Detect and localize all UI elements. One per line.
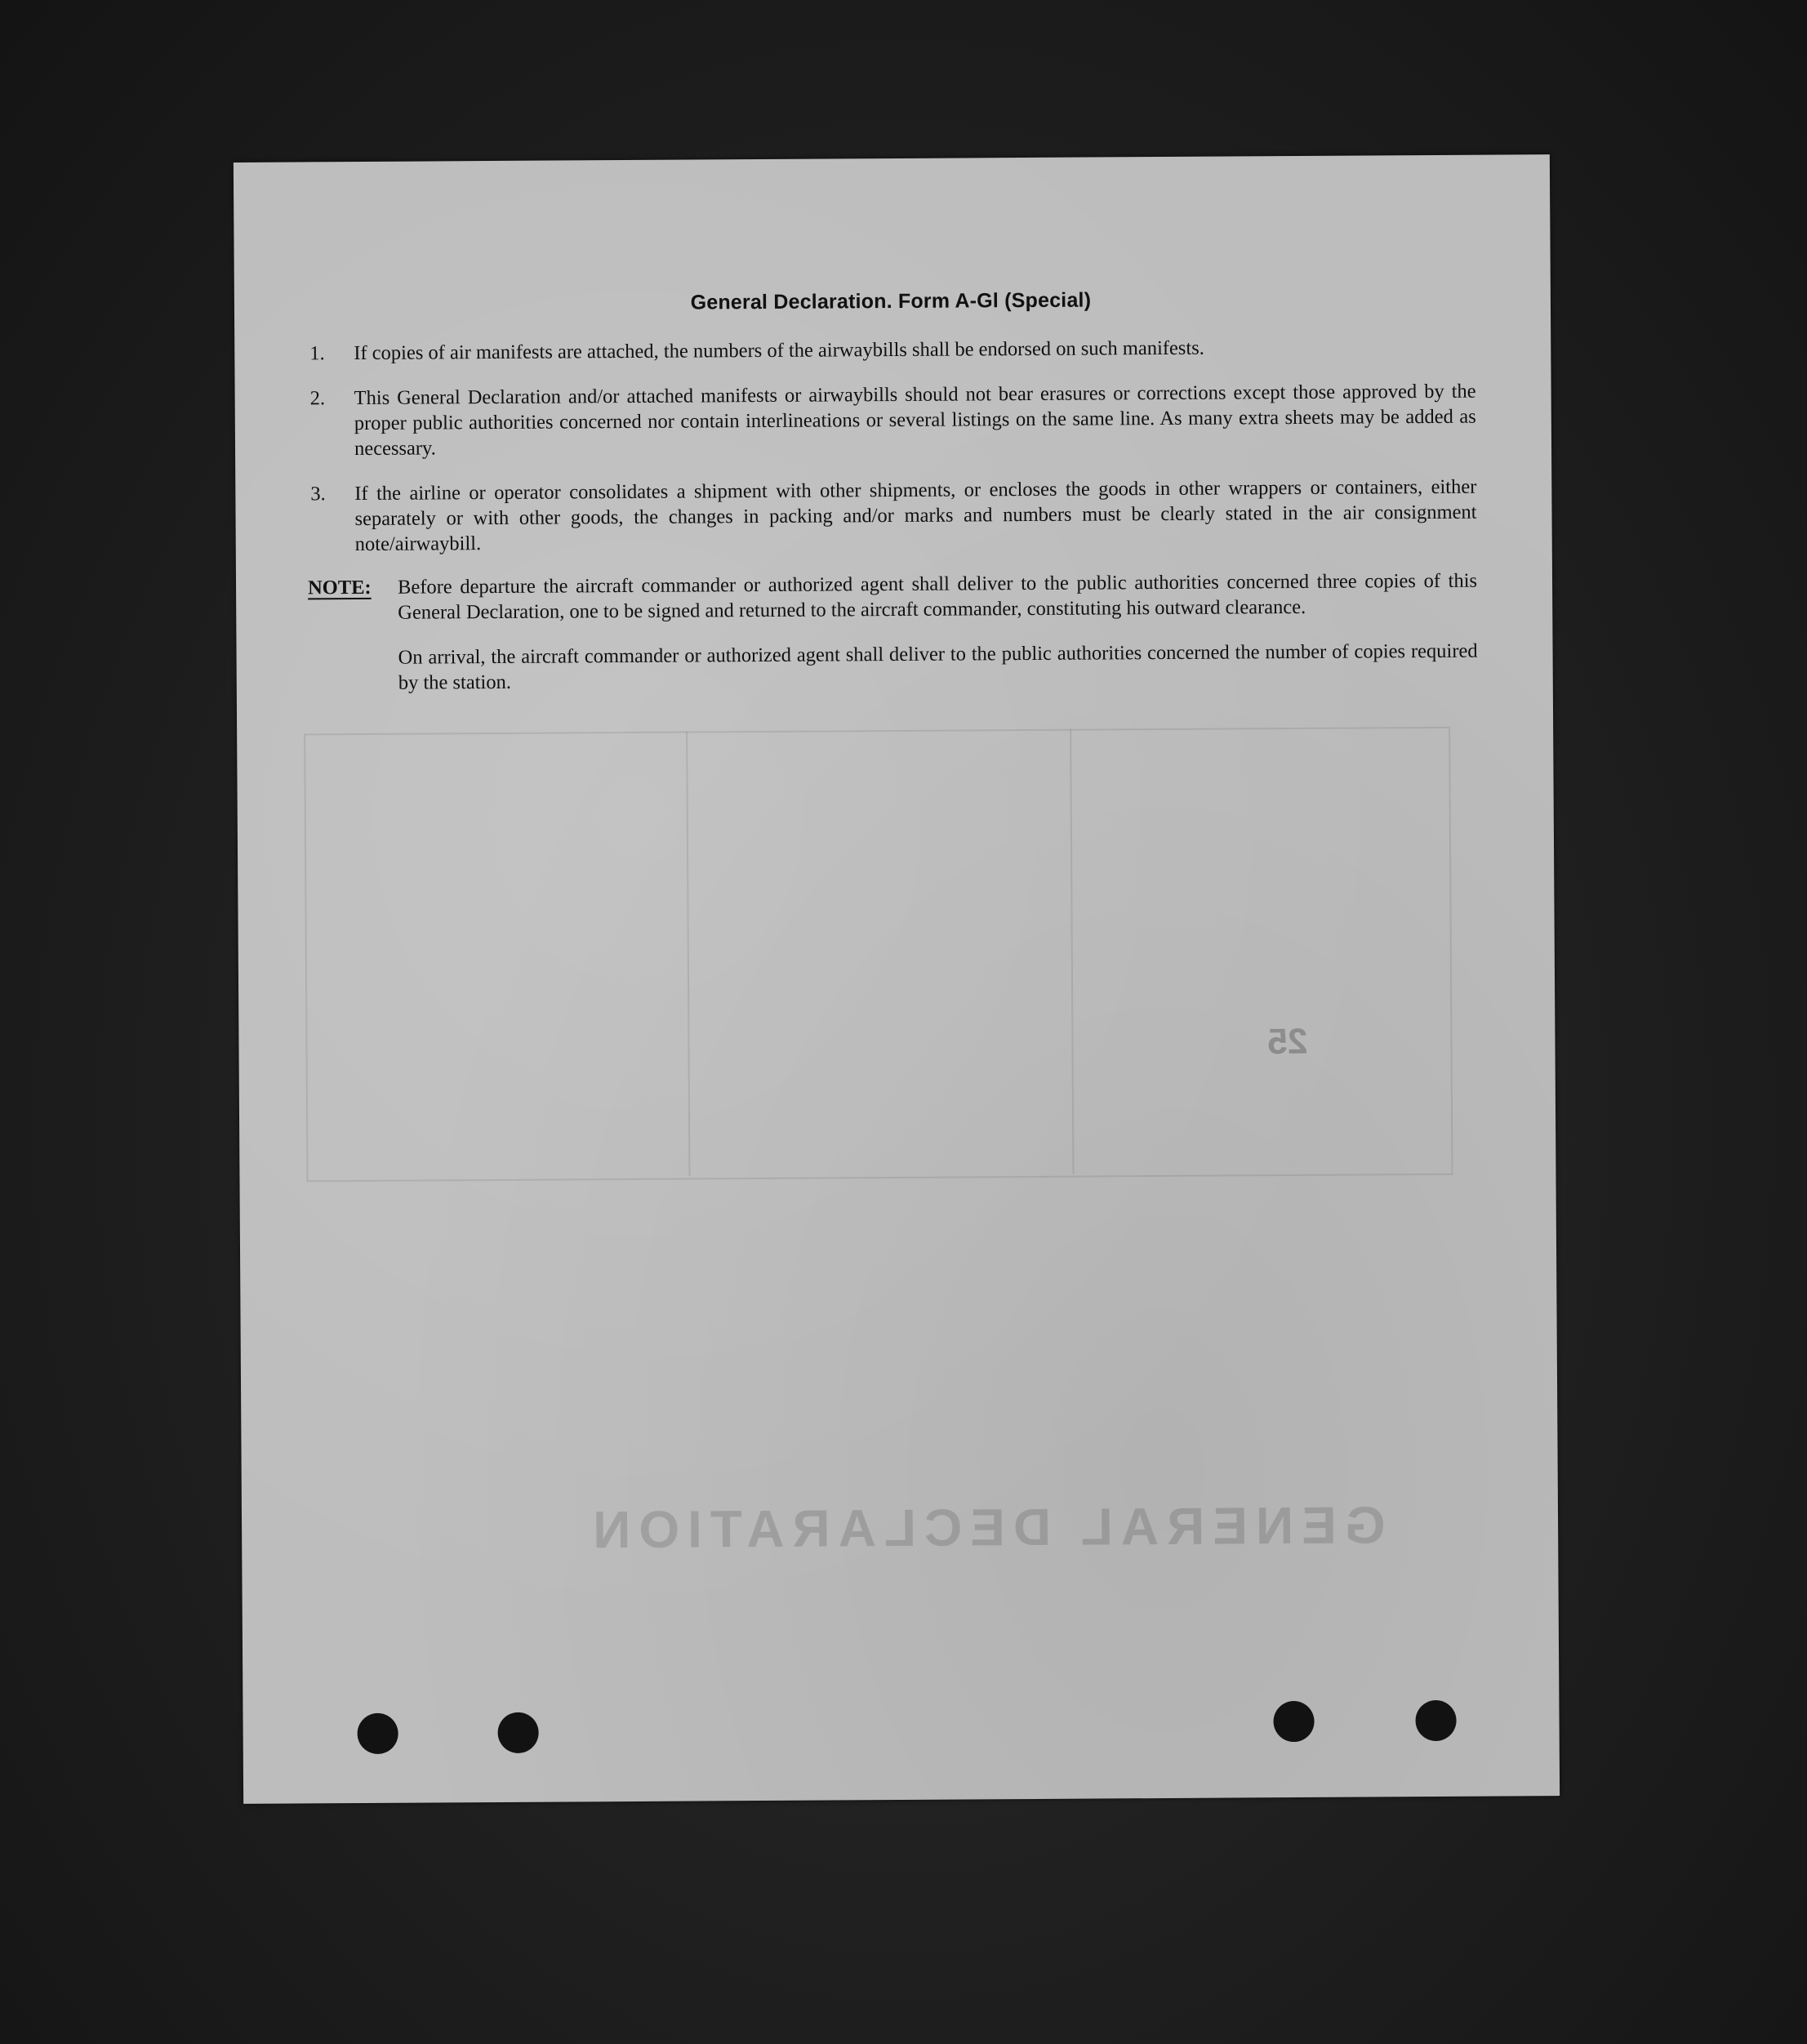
item-number: 1. <box>309 342 325 365</box>
note-body <box>398 568 1478 715</box>
bleed-through-heading: GENERAL DECLARATION <box>584 1495 1386 1560</box>
item-text: If the airline or operator consolidates a shipment with other shipments, or encloses the goods in other wrappers or containers, either separately or with other goods, the changes in packing and/or marks and numbers must be clearly stated in the air consignment note/airwaybill. <box>354 475 1477 556</box>
instruction-item <box>306 334 1475 367</box>
page-title: General Declaration. Form A-Gl (Special) <box>690 288 1092 314</box>
bleed-through-number: 25 <box>1267 1021 1308 1062</box>
instruction-item <box>307 379 1477 462</box>
form-instructions <box>306 286 1478 716</box>
item-text: If copies of air manifests are attached, the numbers of the airwaybills shall be endorsed on such manifests. <box>354 336 1204 365</box>
item-text: This General Declaration and/or attached manifests or airwaybills should not bear erasures or corrections except those approved by the proper public authorities concerned nor contain interlineations or several listings on the same line. As many extra sheets may be added as necessary. <box>354 380 1476 461</box>
note-label: NOTE: <box>307 576 372 599</box>
instruction-item <box>307 474 1477 558</box>
bleed-through-table <box>304 727 1453 1182</box>
note-section <box>308 568 1478 716</box>
item-number: 3. <box>310 483 326 505</box>
punch-hole <box>1273 1701 1314 1742</box>
item-number: 2. <box>309 387 326 410</box>
punch-hole <box>497 1712 538 1753</box>
punch-hole <box>1415 1700 1456 1741</box>
document-sheet <box>234 154 1560 1804</box>
note-paragraph: On arrival, the aircraft commander or authorized agent shall deliver to the public authorities concerned the number of copies required by the station. <box>398 639 1478 694</box>
note-paragraph: Before departure the aircraft commander or authorized agent shall deliver to the public authorities concerned three copies of this General Declaration, one to be signed and returned to the aircraft commander, constituting his outward clearance. <box>397 569 1478 624</box>
punch-hole <box>357 1713 398 1754</box>
